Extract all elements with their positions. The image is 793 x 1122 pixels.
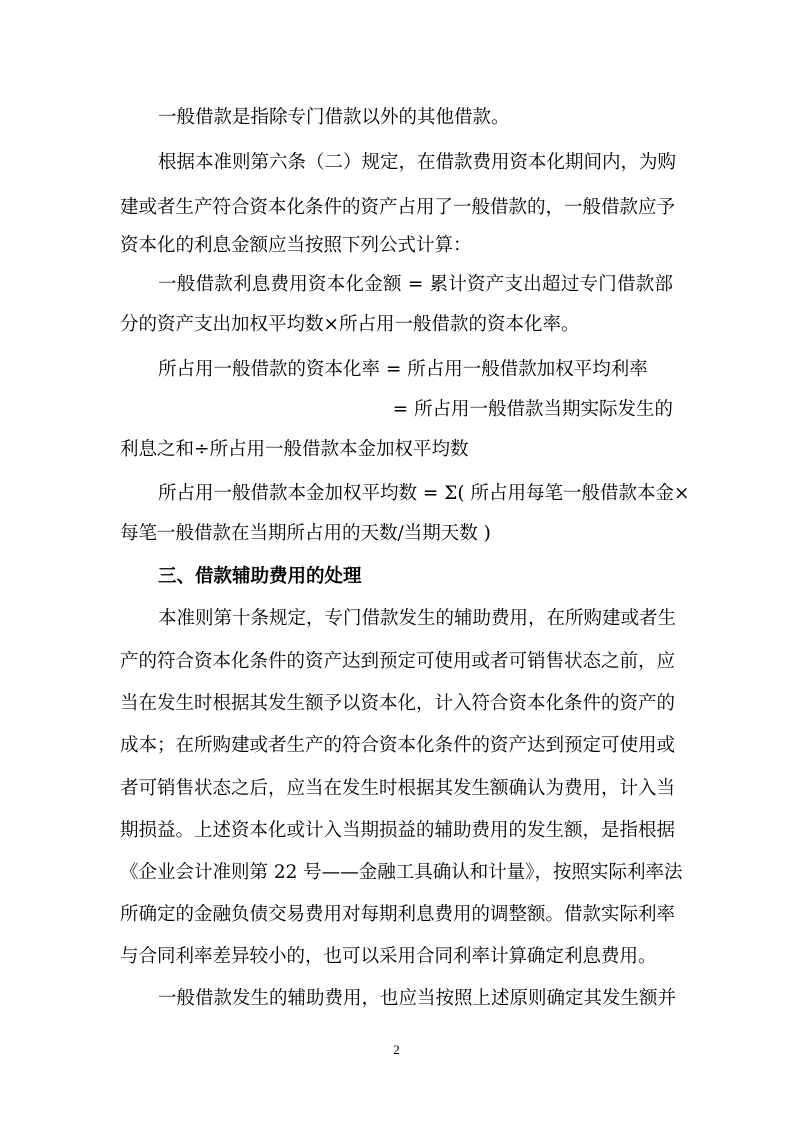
page-number: 2 (393, 1042, 400, 1057)
paragraph-line: 当在发生时根据其发生额予以资本化，计入符合资本化条件的资产的 (120, 693, 676, 714)
paragraph-line: 一般借款利息费用资本化金额 = 累计资产支出超过专门借款部 (158, 274, 673, 295)
paragraph-line: 一般借款发生的辅助费用，也应当按照上述原则确定其发生额并 (158, 988, 677, 1009)
formula-line: = 所占用一般借款当期实际发生的 (392, 399, 673, 420)
paragraph-line: 资本化的利息金额应当按照下列公式计算： (120, 235, 472, 256)
paragraph-line: 成本；在所购建或者生产的符合资本化条件的资产达到预定可使用或 (120, 735, 676, 756)
paragraph-line: 期损益。上述资本化或计入当期损益的辅助费用的发生额，是指根据 (120, 820, 676, 841)
paragraph-line: 者可销售状态之后，应当在发生时根据其发生额确认为费用，计入当 (120, 778, 676, 799)
paragraph-line: 产的符合资本化条件的资产达到预定可使用或者可销售状态之前，应 (120, 651, 676, 672)
paragraph-line: 分的资产支出加权平均数×所占用一般借款的资本化率。 (120, 314, 580, 335)
paragraph-line: 本准则第十条规定，专门借款发生的辅助费用，在所购建或者生 (158, 608, 677, 629)
formula-line: 利息之和÷所占用一般借款本金加权平均数 (120, 439, 469, 460)
formula-line: 每笔一般借款在当期所占用的天数/当期天数 ) (120, 523, 491, 544)
paragraph-line: 所确定的金融负债交易费用对每期利息费用的调整额。借款实际利率 (120, 904, 676, 925)
section-heading: 三、借款辅助费用的处理 (158, 566, 362, 587)
paragraph-line: 建或者生产符合资本化条件的资产占用了一般借款的，一般借款应予 (120, 197, 676, 218)
paragraph-line: 一般借款是指除专门借款以外的其他借款。 (158, 107, 510, 128)
formula-line: 所占用一般借款的资本化率 = 所占用一般借款加权平均利率 (158, 359, 648, 380)
paragraph-line: 《企业会计准则第 22 号——金融工具确认和计量》，按照实际利率法 (120, 862, 683, 883)
paragraph-line: 与合同利率差异较小的，也可以采用合同利率计算确定利息费用。 (120, 946, 657, 967)
formula-line: 所占用一般借款本金加权平均数 = Σ( 所占用每笔一般借款本金× (158, 483, 690, 504)
paragraph-line: 根据本准则第六条（二）规定，在借款费用资本化期间内，为购 (158, 152, 677, 173)
